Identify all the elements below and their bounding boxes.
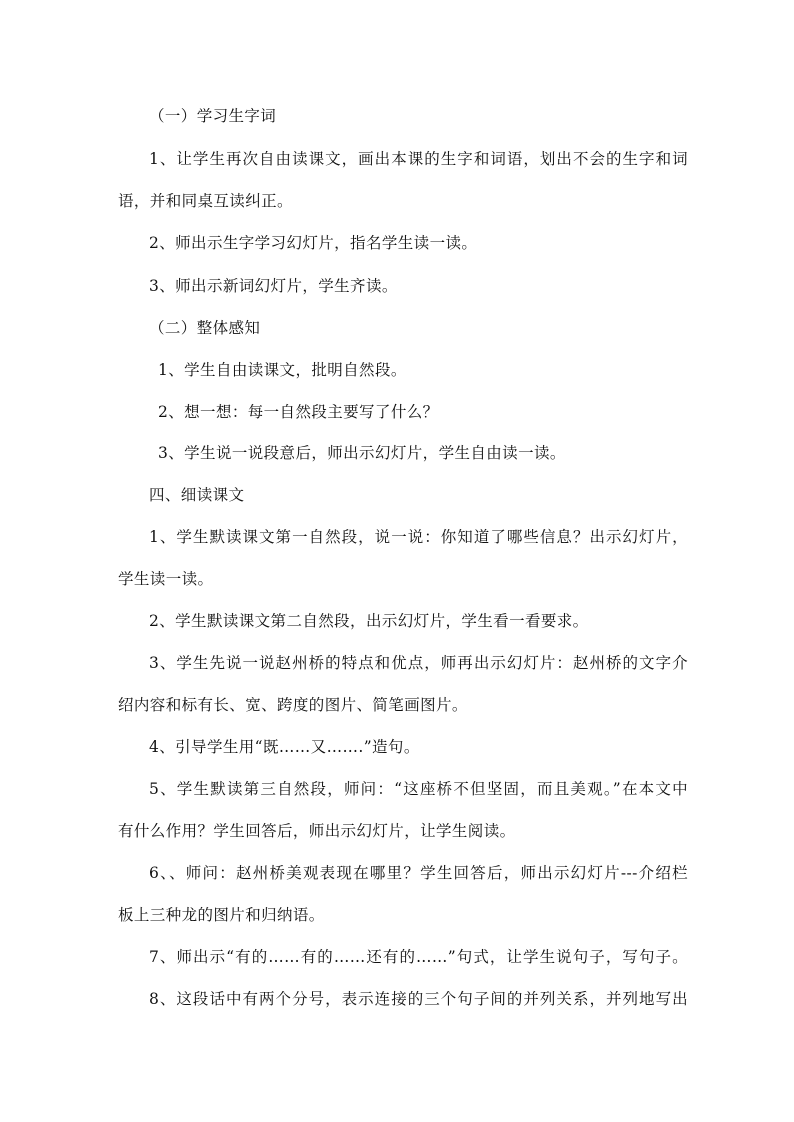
paragraph-line: 学生读一读。 [118,570,214,588]
paragraph-line: 有什么作用？学生回答后，师出示幻灯片，让学生阅读。 [118,822,516,840]
paragraph-line: 1、让学生再次自由读课文，画出本课的生字和词语，划出不会的生字和词 [149,150,688,168]
paragraph-line: 3、学生先说一说赵州桥的特点和优点，师再出示幻灯片：赵州桥的文字介 [149,654,688,672]
paragraph-line: 3、学生说一说段意后，师出示幻灯片，学生自由读一读。 [158,444,566,462]
paragraph-line: 2、学生默读课文第二自然段，出示幻灯片，学生看一看要求。 [149,612,589,630]
section-heading-overall-perception: （二）整体感知 [149,319,261,337]
paragraph-line: 语，并和同桌互读纠正。 [118,192,293,210]
paragraph-line: 2、想一想：每一自然段主要写了什么？ [158,403,439,421]
paragraph-line: 5、学生默读第三自然段，师问：“这座桥不但坚固，而且美观。”在本文中 [149,780,688,798]
paragraph-line: 板上三种龙的图片和归纳语。 [118,906,325,924]
paragraph-line: 1、学生默读课文第一自然段，说一说：你知道了哪些信息？出示幻灯片， [149,528,688,546]
paragraph-line: 8、这段话中有两个分号，表示连接的三个句子间的并列关系，并列地写出 [149,990,688,1008]
section-heading-study-words: （一）学习生字词 [149,107,277,125]
paragraph-line: 3、师出示新词幻灯片，学生齐读。 [149,277,398,295]
paragraph-line: 7、师出示“有的……有的……还有的……”句式，让学生说句子，写句子。 [149,948,688,966]
paragraph-line: 6、、师问：赵州桥美观表现在哪里？学生回答后，师出示幻灯片---介绍栏 [149,864,688,882]
paragraph-line: 1、学生自由读课文，批明自然段。 [158,361,407,379]
paragraph-line: 绍内容和标有长、宽、跨度的图片、简笔画图片。 [118,696,468,714]
paragraph-line: 4、引导学生用“既……又…….”造句。 [149,738,420,756]
paragraph-line: 2、师出示生字学习幻灯片，指名学生读一读。 [149,234,478,252]
section-heading-close-reading: 四、细读课文 [149,486,245,504]
